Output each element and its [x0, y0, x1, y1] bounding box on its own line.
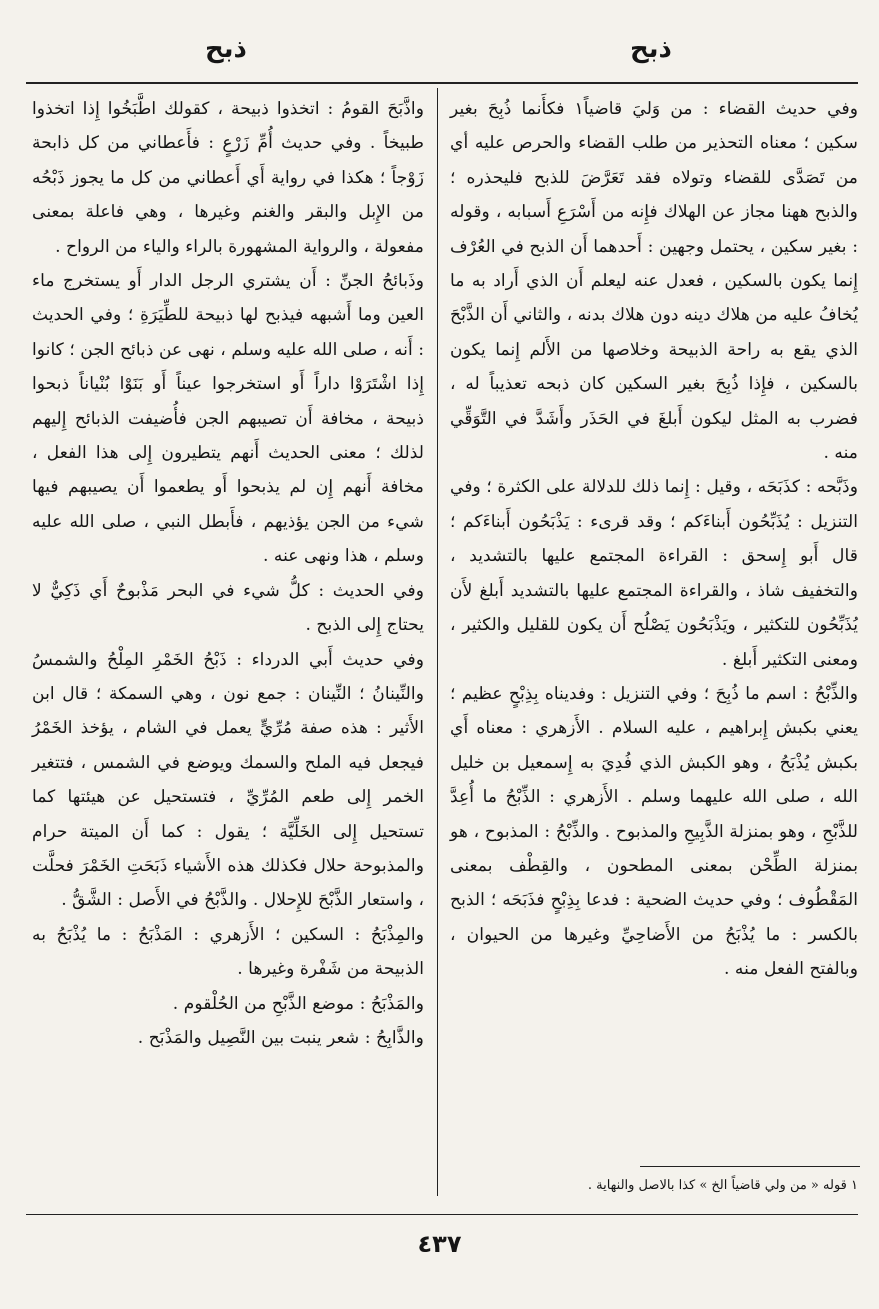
paragraph: والمَذْبَحُ : موضع الذَّبْحِ من الحُلْقوم .	[172, 993, 424, 1014]
header-entry-right: ذبح	[630, 34, 672, 64]
header-rule	[26, 82, 858, 84]
paragraph: وفي حديث القضاء : من وَليَ قاضياً١ فكأَنما ذُبِحَ بغير سكين ؛ معناه التحذير من طلب القضاء والحرص عليه أي من تَصَدَّى للقضاء وتولاه فقد تَعَرَّضَ للذبح فليحذره ؛ والذبح ههنا مجاز عن الهلاك فإِنه من أَسْرَعِ أَسبابه ، وقوله : بغير سكين ، يحتمل وجهين : أَحدهما أَن الذبح في العُرْف إِنما يكون بالسكين ، فعدل عنه ليعلم أَن الذي أَراد به ما يُخافُ عليه من هلاك دينه دون هلاك بدنه ، والثاني أَن الذَّبْحَ الذي يقع به راحة الذبيحة وخلاصها من الأَلم إِنما يكون بالسكين ، فإِذا ذُبِحَ بغير السكين كان ذبحه تعذيباً له ، فضرب به المثل ليكون أَبلغَ في الحَذَر وأَشَدَّ في التَّوَقِّي منه .	[450, 99, 858, 464]
paragraph: واذَّبَحَ القومُ : اتخذوا ذبيحة ، كقولك اطَّبَخُوا إِذا اتخذوا طبيخاً . وفي حديث أُمِّ زَرْعٍ : فأَعطاني من كل ذابحة زَوْجاً ؛ هكذا في رواية أَي أَعطاني من كل ما يجوز ذَبْحُه من الإِبل والبقر والغنم وغيرها ، وهي فاعلة بمعنى مفعولة ، والرواية المشهورة بالراء والياء من الرواح .	[32, 99, 424, 257]
paragraph: وفي الحديث : كلُّ شيء في البحر مَذْبوحٌ أَي ذَكِيٌّ لا يحتاج إِلى الذبح .	[32, 580, 424, 636]
column-divider	[437, 88, 438, 1196]
paragraph: والذَّابِحُ : شعر ينبت بين النَّصِيل والمَذْبَح .	[137, 1027, 424, 1048]
footer-rule	[26, 1214, 858, 1215]
paragraph: وذَبَّحه : كذَبَحَه ، وقيل : إِنما ذلك للدلالة على الكثرة ؛ وفي التنزيل : يُذَبِّحُون أَبناءَكم ؛ وقد قرىء : يَذْبَحُون أَبناءَكم ؛ قال أَبو إِسحق : القراءة المجتمع عليها بالتشديد ، والتخفيف شاذ ، والقراءة المجتمع عليها بالتشديد أَبلغ لأَن يُذَبِّحُون للتكثير ، ويَذْبَحُون يَصْلُح أَن يكون للقليل والكثير ، ومعنى التكثير أَبلغ .	[450, 477, 858, 670]
page-number: ٤٣٧	[417, 1230, 462, 1258]
paragraph: والذِّبْحُ : اسم ما ذُبِحَ ؛ وفي التنزيل : وفديناه بِذِبْحٍ عظيم ؛ يعني بكبش إِبراهيم ، عليه السلام . الأَزهري : معناه أَي بكبش يُذْبَحُ ، وهو الكبش الذي فُدِيَ به إِسمعيل بن خليل الله ، صلى الله عليهما وسلم . الأَزهري : الذِّبْحُ ما أُعِدَّ للذَّبْحِ ، وهو بمنزلة الذَّبِيحِ والمذبوح . والذِّبْحُ : المذبوح ، هو بمنزلة الطِّحْن بمعنى المطحون ، والقِطْف بمعنى المَقْطُوف ؛ وفي حديث الضحية : فدعا بِذِبْحٍ فذَبَحَه ؛ الذبح بالكسر : ما يُذْبَحُ من الأَضاحِيِّ وغيرها من الحيوان ، وبالفتح الفعل منه .	[450, 683, 858, 980]
paragraph: والمِذْبَحُ : السكين ؛ الأَزهري : المَذْبَحُ : ما يُذْبَحُ به الذبيحة من شَفْرة وغيرها .	[32, 924, 424, 980]
header-entry-left: ذبح	[205, 34, 247, 64]
right-column	[450, 92, 858, 987]
paragraph: وذَبائحُ الجنِّ : أَن يشتري الرجل الدار أَو يستخرج ماء العين وما أَشبهه فيذبح لها ذبيحة للطِّيَرَةِ ؛ وفي الحديث : أَنه ، صلى الله عليه وسلم ، نهى عن ذبائح الجن ؛ كانوا إِذا اشْتَرَوْا داراً أَو استخرجوا عيناً أَو بَنَوْا بُنْياناً ذبحوا ذبيحة ، مخافة أَن تصيبهم الجن فأُضيفت الذبائح إِليهم لذلك ؛ معنى الحديث أَنهم يتطيرون إِلى هذا الفعل ، مخافة أَنهم إِن لم يذبحوا أَو يطعموا أَن يصيبهم فيها شيء من الجن يؤذيهم ، فأَبطل النبي ، صلى الله عليه وسلم ، هذا ونهى عنه .	[32, 271, 424, 567]
page-header	[0, 34, 879, 74]
paragraph: وفي حديث أَبي الدرداء : ذَبْحُ الخَمْرِ المِلْحُ والشمسُ والنِّينانُ ؛ النِّينان : جمع نون ، وهي السمكة ؛ قال ابن الأَثير : هذه صفة مُرِّيٍّ يعمل في الشام ، يؤخذ الخَمْرُ فيجعل فيه الملح والسمك ويوضع في الشمس ، فتتغير الخمر إِلى طعم المُرِّيِّ ، فتستحيل عن هيئتها كما تستحيل إِلى الخَلِّيَّة ؛ يقول : كما أَن الميتة حرام والمذبوحة حلال فكذلك هذه الأَشياء ذَبَحَتِ الخَمْرَ فحلَّت ، واستعار الذَّبْحَ للإِحلال . والذَّبْحُ في الأَصل : الشَّقُّ .	[32, 649, 424, 911]
footnote: ١ قوله « من ولي قاضياً الخ » كذا بالاصل والنهاية .	[587, 1178, 858, 1193]
left-column	[32, 92, 424, 1055]
footnote-rule	[640, 1166, 860, 1167]
